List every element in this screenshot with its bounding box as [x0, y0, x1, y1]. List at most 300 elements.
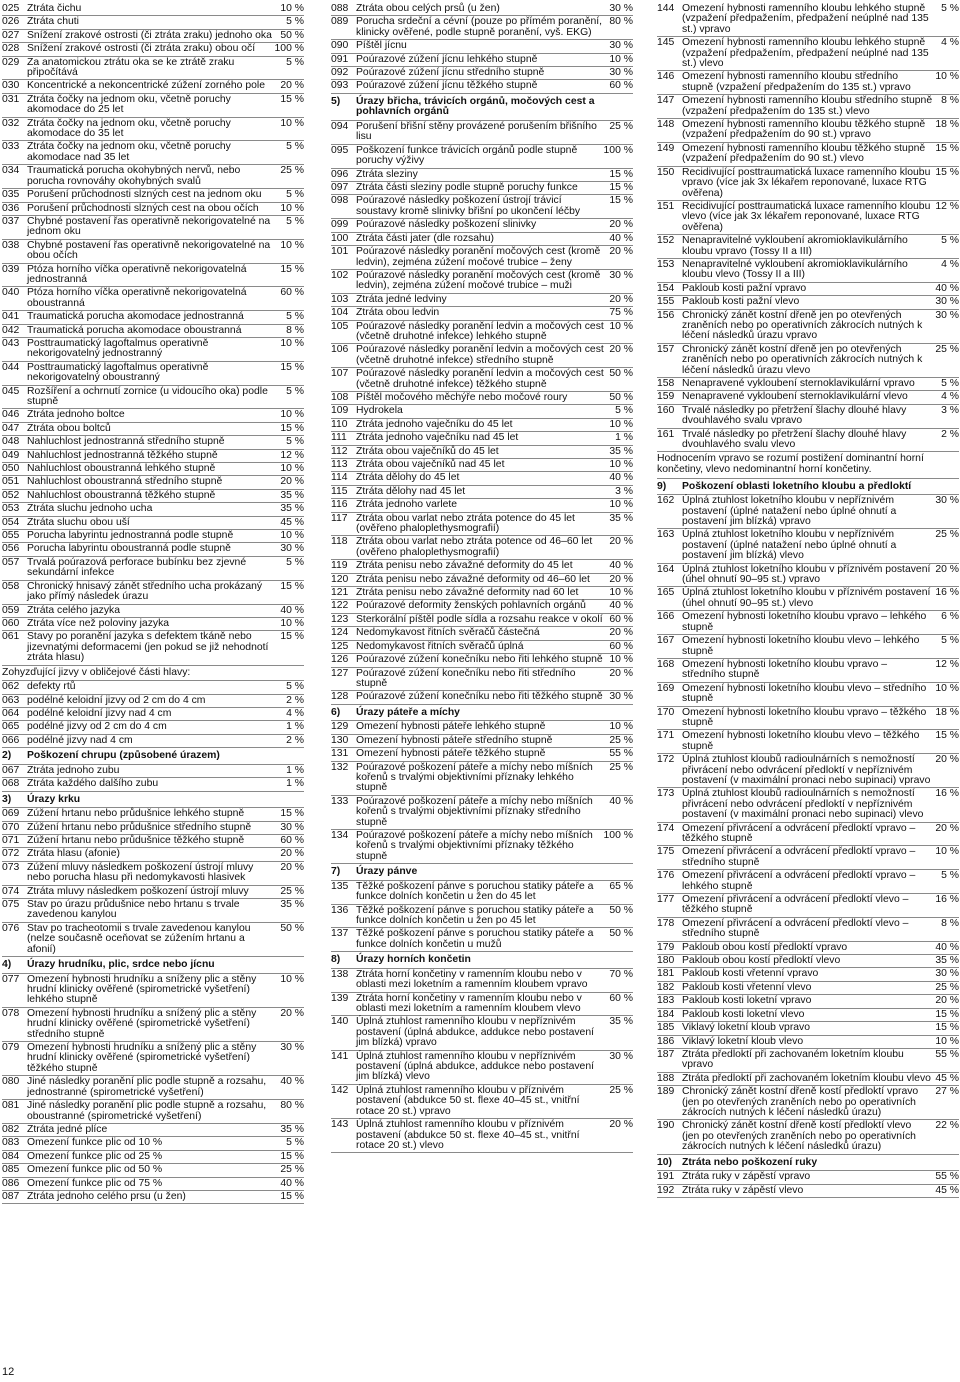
table-row [657, 918, 959, 942]
item-code: 161 [657, 428, 675, 440]
item-description: Omezení hybnosti loketního kloubu vlevo – těžkého stupně [682, 730, 920, 752]
table-row [2, 695, 304, 708]
table-row [331, 796, 633, 830]
table-row [2, 765, 304, 778]
table-row [331, 368, 633, 392]
table-row [2, 530, 304, 543]
item-description: Ztráta jednoho boltce [27, 409, 125, 421]
item-percentage: 35 % [280, 1123, 304, 1135]
item-description: Rozšíření a ochrnutí zornice (u vidoucího oka) podle stupně [27, 385, 268, 407]
item-percentage: 5 % [941, 635, 959, 647]
item-description: Úplná ztuhlost kloubů radioulnárních s nemožností přivrácení nebo odvrácení předloktí v nepříznivém postavení (v maximální pronaci nebo supinaci) vlevo [682, 788, 924, 821]
table-row [657, 378, 959, 391]
section-title: Ztráta nebo poškození ruky [682, 1156, 818, 1168]
table-row [331, 40, 633, 53]
table-row [331, 3, 633, 16]
table-row [331, 881, 633, 905]
item-percentage: 5 % [286, 141, 304, 153]
table-row [2, 240, 304, 264]
table-row [2, 1076, 304, 1100]
item-description: Nedomykavost řitních svěračů úplná [356, 640, 524, 652]
item-description: Poúrazové následky poranění ledvin a močových cest (včetně druhotné infekce) těžkého stupně [356, 368, 604, 390]
item-percentage: 35 % [609, 512, 633, 524]
section-heading [331, 864, 633, 881]
item-percentage: 1 % [286, 764, 304, 776]
item-description: Ptóza horního víčka operativně nekorigovatelná oboustranná [27, 287, 247, 309]
item-percentage: 60 % [609, 640, 633, 652]
item-code: 059 [2, 604, 20, 616]
table-row [2, 1137, 304, 1150]
item-description: Recidivující posttraumatická luxace ramenního kloubu vpravo (více jak 3x lékařem reponované, luxace RTG ověřena) [682, 166, 931, 199]
item-description: Nahluchlost oboustranná těžkého stupně [27, 489, 216, 501]
table-row [331, 614, 633, 627]
item-percentage: 25 % [280, 165, 304, 177]
item-description: Omezení přivrácení a odvrácení předloktí vpravo – středního stupně [682, 846, 916, 868]
item-description: Omezení přivrácení a odvrácení předloktí vlevo – středního stupně [682, 917, 909, 940]
item-code: 056 [2, 543, 20, 555]
item-code: 033 [2, 141, 20, 153]
item-percentage: 10 % [609, 320, 633, 332]
item-percentage: 15 % [280, 631, 304, 643]
item-percentage: 60 % [280, 834, 304, 846]
table-row [331, 587, 633, 600]
item-code: 071 [2, 834, 20, 846]
table-row [657, 683, 959, 707]
item-description: Těžké poškození pánve s poruchou statiky páteře a funkce dolních končetin u žen po 45 let [356, 904, 594, 926]
item-description: Chronický zánět kostní dřeně kostí předloktí vlevo (jen po otevřených zraněních nebo po operativních zákrocích nutných k léčení následků úrazu) [682, 1120, 916, 1153]
section-number: 3) [2, 793, 12, 805]
item-description: Ztráta celého jazyka [27, 604, 120, 616]
table-row [2, 808, 304, 821]
item-code: 103 [331, 293, 349, 305]
item-code: 067 [2, 764, 20, 776]
item-code: 104 [331, 307, 349, 319]
item-percentage: 20 % [935, 995, 959, 1007]
item-percentage: 20 % [609, 667, 633, 679]
table-row [2, 386, 304, 410]
item-code: 143 [331, 1119, 349, 1131]
item-code: 086 [2, 1177, 20, 1189]
table-row [657, 391, 959, 404]
item-percentage: 60 % [609, 80, 633, 92]
item-code: 082 [2, 1123, 20, 1135]
column-3 [657, 3, 959, 1198]
table-row [2, 899, 304, 923]
item-percentage: 45 % [935, 1184, 959, 1196]
item-description: Omezení hybnosti loketního kloubu vpravo – středního stupně [682, 658, 888, 681]
item-code: 078 [2, 1007, 20, 1019]
item-code: 185 [657, 1022, 675, 1034]
table-row [2, 974, 304, 1008]
item-percentage: 30 % [609, 269, 633, 281]
item-description: Poúrazové deformity ženských pohlavních orgánů [356, 600, 586, 612]
table-row [2, 1191, 304, 1204]
table-row [331, 735, 633, 748]
item-description: Poškození funkce trávicích orgánů podle stupně poruchy výživy [356, 144, 578, 167]
item-code: 052 [2, 489, 20, 501]
item-code: 044 [2, 361, 20, 373]
item-description: Ztráta předloktí při zachovaném loketním kloubu vlevo [682, 1072, 931, 1084]
item-code: 088 [331, 3, 349, 14]
item-description: Ztráta obou vaječníků do 45 let [356, 445, 499, 457]
note-text: Zohyzďující jizvy v obličejové části hlavy: [2, 666, 304, 682]
item-description: Ztráta obou varlat nebo ztráta potence od 46–60 let (ověřeno phaloplethysmografií) [356, 536, 593, 558]
table-row [657, 405, 959, 429]
table-row [2, 476, 304, 489]
section-heading [657, 479, 959, 496]
item-percentage: 40 % [280, 1076, 304, 1088]
item-code: 138 [331, 968, 349, 980]
item-description: Omezení hybnosti ramenního kloubu lehkého stupně (vzpažení předpažením, předpažení neúplné nad 135 st.) vpravo [682, 3, 929, 35]
table-row [2, 517, 304, 530]
item-percentage: 4 % [941, 37, 959, 49]
item-description: Omezení přivrácení a odvrácení předloktí vpravo – lehkého stupně [682, 870, 916, 892]
table-row [2, 1178, 304, 1191]
table-row [331, 748, 633, 761]
table-row [331, 513, 633, 537]
item-code: 162 [657, 495, 675, 507]
item-code: 121 [331, 587, 349, 599]
table-row [2, 822, 304, 835]
item-description: Porucha labyrintu oboustranná podle stupně [27, 543, 231, 555]
table-row [2, 30, 304, 43]
item-description: Ztráta jednoho varlete [356, 499, 458, 511]
item-percentage: 20 % [609, 219, 633, 231]
item-description: Ztráta jednoho zubu [27, 764, 120, 776]
item-description: Pakloub kosti vřetenní vpravo [682, 968, 819, 980]
table-row [331, 344, 633, 368]
item-code: 079 [2, 1042, 20, 1054]
table-row [331, 16, 633, 40]
table-row [2, 1164, 304, 1177]
item-code: 175 [657, 846, 675, 858]
item-code: 095 [331, 144, 349, 156]
item-description: podélné keloidní jizvy nad 4 cm [27, 707, 172, 719]
item-code: 108 [331, 391, 349, 403]
item-description: Poúrazové poškození páteře a míchy nebo míšních kořenů s trvalými objektivními příznaky lehkého stupně [356, 761, 593, 794]
item-description: Píštěl jícnu [356, 40, 407, 52]
table-row [657, 894, 959, 918]
item-code: 183 [657, 995, 675, 1007]
item-percentage: 5 % [286, 436, 304, 448]
item-description: Úplná ztuhlost loketního kloubu v nepříznivém postavení (úplné natažení nebo úplné ohnutí a postavení jim blízká) vpravo [682, 495, 897, 528]
item-percentage: 25 % [609, 1084, 633, 1096]
table-row [2, 311, 304, 324]
item-percentage: 5 % [941, 235, 959, 247]
item-description: Viklavý loketní kloub vpravo [682, 1022, 811, 1034]
item-percentage: 30 % [609, 67, 633, 79]
item-description: Traumatická porucha okohybných nervů, nebo porucha rovnováhy okohybných svalů [27, 165, 241, 187]
table-row [331, 499, 633, 512]
section-heading [331, 94, 633, 121]
item-description: Ztráta čočky na jednom oku, včetně poruchy akomodace nad 35 let [27, 141, 231, 163]
table-row [2, 862, 304, 886]
item-description: Poúrazové zúžení jícnu středního stupně [356, 67, 545, 79]
item-percentage: 10 % [280, 3, 304, 14]
table-row [331, 392, 633, 405]
table-row [657, 995, 959, 1008]
item-percentage: 100 % [603, 829, 633, 841]
item-percentage: 60 % [609, 992, 633, 1004]
table-row [2, 43, 304, 56]
item-code: 028 [2, 43, 20, 55]
item-percentage: 50 % [609, 904, 633, 916]
item-code: 135 [331, 880, 349, 892]
item-code: 140 [331, 1016, 349, 1028]
table-row [331, 195, 633, 219]
item-code: 192 [657, 1184, 675, 1196]
item-description: Úplná ztuhlost loketního kloubu v příznivém postavení (úhel ohnutí 90–95 st.) vpravo [682, 563, 931, 586]
item-description: Ztráta dělohy do 45 let [356, 472, 460, 484]
item-code: 081 [2, 1100, 20, 1112]
item-description: Úplná ztuhlost ramenního kloubu v nepříznivém postavení (úplná abdukce, addukce nebo postavení jim blízká) vpravo [356, 1016, 595, 1049]
item-code: 097 [331, 182, 349, 194]
item-description: Zúžení hrtanu nebo průdušnice středního stupně [27, 821, 252, 833]
table-row [657, 1171, 959, 1184]
item-code: 093 [331, 80, 349, 92]
item-code: 191 [657, 1171, 675, 1183]
item-percentage: 20 % [935, 822, 959, 834]
column-2 [331, 3, 633, 1153]
item-description: Omezení funkce plic od 25 % [27, 1150, 163, 1162]
item-percentage: 15 % [280, 808, 304, 820]
table-row [2, 436, 304, 449]
item-percentage: 1 % [286, 721, 304, 733]
item-code: 169 [657, 682, 675, 694]
item-description: Poúrazové zúžení konečníku nebo řiti lehkého stupně [356, 654, 603, 666]
item-code: 046 [2, 409, 20, 421]
item-code: 038 [2, 239, 20, 251]
item-code: 047 [2, 422, 20, 434]
item-percentage: 12 % [935, 200, 959, 212]
item-code: 123 [331, 613, 349, 625]
table-row [2, 605, 304, 618]
item-percentage: 5 % [286, 556, 304, 568]
item-description: Sterkorální píštěl podle sídla a rozsahu reakce v okolí [356, 613, 603, 625]
item-percentage: 10 % [609, 459, 633, 470]
table-row [2, 3, 304, 16]
item-description: Omezení přivrácení a odvrácení předloktí vpravo – těžkého stupně [682, 822, 916, 844]
item-code: 158 [657, 378, 675, 389]
item-percentage: 70 % [609, 968, 633, 980]
table-row [2, 631, 304, 665]
table-row [657, 296, 959, 309]
item-percentage: 45 % [935, 1072, 959, 1084]
item-percentage: 5 % [286, 16, 304, 28]
item-description: Zúžení hrtanu nebo průdušnice těžkého stupně [27, 834, 245, 846]
item-percentage: 15 % [280, 580, 304, 592]
item-percentage: 5 % [286, 311, 304, 323]
item-description: Nahluchlost oboustranná lehkého stupně [27, 463, 216, 475]
item-percentage: 10 % [280, 117, 304, 129]
table-row [2, 557, 304, 581]
table-row [2, 287, 304, 311]
item-percentage: 65 % [609, 880, 633, 892]
item-code: 164 [657, 563, 675, 575]
table-row [657, 344, 959, 378]
item-percentage: 10 % [280, 337, 304, 349]
section-number: 5) [331, 95, 341, 107]
table-row [657, 788, 959, 822]
item-code: 100 [331, 232, 349, 244]
item-description: Jiné následky poranění plic podle stupně a rozsahu, jednostranné (spirometrické vyšetření) [27, 1076, 267, 1098]
item-percentage: 10 % [935, 1035, 959, 1047]
item-percentage: 15 % [280, 263, 304, 275]
item-description: Trvalá poúrazová perforace bubínku bez zjevné sekundární infekce [27, 556, 247, 579]
item-code: 182 [657, 981, 675, 993]
item-percentage: 8 % [941, 95, 959, 107]
item-code: 129 [331, 721, 349, 733]
item-description: Porucha labyrintu jednostranná podle stupně [27, 530, 234, 542]
item-code: 101 [331, 246, 349, 258]
table-row [657, 611, 959, 635]
item-description: Ztráta penisu nebo závažné deformity od 46–60 let [356, 573, 590, 585]
item-code: 176 [657, 870, 675, 882]
item-description: podélné jizvy od 2 cm do 4 cm [27, 721, 167, 733]
item-code: 085 [2, 1164, 20, 1176]
item-description: Chronický zánět kostní dřeně jen po otevřených zraněních nebo po operativních zákrocích nutných k léčení následků úrazu vpravo [682, 309, 923, 342]
table-row [2, 886, 304, 899]
item-code: 177 [657, 894, 675, 906]
item-percentage: 5 % [941, 378, 959, 389]
item-percentage: 5 % [286, 385, 304, 397]
item-percentage: 20 % [280, 861, 304, 873]
item-description: Poúrazové následky poranění močových cest (kromě ledvin), zejména zúžení močové trubice – ženy [356, 246, 601, 268]
item-percentage: 40 % [280, 604, 304, 616]
item-percentage: 40 % [609, 472, 633, 484]
item-description: Omezení hybnosti hrudníku a sníženy plic a stěny hrudní klinicky ověřené (spirometrické vyšetření) lehkého stupně [27, 973, 257, 1006]
table-row [2, 681, 304, 694]
table-row [331, 446, 633, 459]
section-title: Poškození oblasti loketního kloubu a předloktí [682, 480, 912, 492]
item-code: 065 [2, 721, 20, 733]
item-description: Snížení zrakové ostrosti (či ztráta zraku) obou očí [27, 43, 256, 55]
item-code: 083 [2, 1137, 20, 1149]
note-text: Hodnocením vpravo se rozumí postižení dominantní horní končetiny, vlevo nedominantní horní končetiny. [657, 452, 959, 478]
item-percentage: 50 % [609, 368, 633, 380]
table-row [2, 848, 304, 861]
table-row [331, 721, 633, 734]
item-code: 160 [657, 404, 675, 416]
item-code: 048 [2, 436, 20, 448]
item-percentage: 15 % [935, 730, 959, 742]
table-row [2, 735, 304, 748]
item-percentage: 5 % [286, 215, 304, 227]
table-row [2, 618, 304, 631]
item-description: Jiné následky poranění plic podle stupně a rozsahu, oboustranné (spirometrické vyšetření) [27, 1100, 267, 1122]
item-percentage: 80 % [280, 1100, 304, 1112]
item-percentage: 55 % [935, 1171, 959, 1183]
item-percentage: 1 % [286, 778, 304, 790]
table-row [2, 338, 304, 362]
item-code: 173 [657, 788, 675, 800]
item-percentage: 35 % [935, 955, 959, 967]
item-code: 174 [657, 822, 675, 834]
item-code: 159 [657, 391, 675, 403]
table-row [657, 707, 959, 731]
table-row [331, 574, 633, 587]
item-percentage: 15 % [280, 93, 304, 105]
item-percentage: 25 % [609, 734, 633, 746]
section-number: 8) [331, 954, 341, 966]
section-number: 6) [331, 706, 341, 718]
item-percentage: 15 % [935, 1022, 959, 1034]
table-row [657, 235, 959, 259]
item-code: 113 [331, 459, 348, 470]
table-row [657, 495, 959, 529]
item-code: 090 [331, 40, 349, 52]
item-percentage: 30 % [609, 40, 633, 52]
item-code: 181 [657, 968, 675, 980]
item-code: 141 [331, 1050, 349, 1062]
item-percentage: 2 % [286, 734, 304, 746]
table-row [2, 80, 304, 93]
item-description: Omezení hybnosti ramenního kloubu středního stupně (vzpažení předpažením do 135 st.) vpravo [682, 71, 911, 93]
table-row [331, 270, 633, 294]
table-row [2, 362, 304, 386]
item-description: Pakloub obou kostí předloktí vlevo [682, 955, 841, 967]
item-description: Poúrazové zúžení konečníku nebo řiti těžkého stupně [356, 691, 603, 703]
table-row [657, 71, 959, 95]
item-percentage: 10 % [280, 239, 304, 251]
item-code: 188 [657, 1072, 675, 1084]
item-description: defekty rtů [27, 681, 76, 693]
item-percentage: 20 % [609, 627, 633, 639]
item-description: Ztráta předloktí při zachovaném loketním kloubu vpravo [682, 1048, 904, 1071]
item-description: Za anatomickou ztrátu oka se ke ztrátě zraku připočítává [27, 56, 235, 79]
item-code: 172 [657, 754, 675, 766]
item-description: Omezení hybnosti hrudníku a snížený plic a stěny hrudní klinicky ověřené (spirometrické vyšetření) středního stupně [27, 1007, 257, 1040]
item-code: 041 [2, 311, 20, 323]
item-percentage: 18 % [935, 119, 959, 131]
table-row [2, 118, 304, 142]
item-percentage: 20 % [280, 1007, 304, 1019]
item-description: Úplná ztuhlost loketního kloubu v příznivém postavení (úhel ohnutí 90–95 st.) vlevo [682, 587, 931, 609]
item-description: Ztráta chuti [27, 16, 79, 28]
table-row [2, 1124, 304, 1137]
table-row [2, 189, 304, 202]
item-percentage: 20 % [280, 476, 304, 488]
item-percentage: 5 % [286, 1137, 304, 1149]
table-row [657, 1036, 959, 1049]
table-row [2, 423, 304, 436]
item-description: Poúrazové poškození páteře a míchy nebo míšních kořenů s trvalými objektivními příznaky těžkého stupně [356, 829, 593, 862]
section-number: 2) [2, 750, 12, 762]
item-code: 171 [657, 730, 675, 742]
item-percentage: 45 % [280, 516, 304, 528]
table-row [331, 432, 633, 445]
item-code: 150 [657, 166, 675, 178]
item-code: 144 [657, 3, 675, 14]
table-row [2, 1008, 304, 1042]
item-percentage: 12 % [280, 449, 304, 461]
item-code: 116 [331, 499, 348, 511]
item-percentage: 35 % [280, 899, 304, 910]
item-description: Pakloub kosti loketní vpravo [682, 995, 812, 1007]
item-percentage: 30 % [280, 543, 304, 555]
item-code: 057 [2, 556, 20, 568]
item-description: Omezení hybnosti ramenního kloubu středního stupně (vzpažení předpažením do 135 st.) vlevo [682, 95, 933, 117]
item-percentage: 4 % [941, 258, 959, 270]
item-description: Omezení hybnosti ramenního kloubu těžkého stupně (vzpažení předpažením do 90 st.) vpravo [682, 119, 926, 141]
item-code: 130 [331, 734, 349, 746]
item-code: 043 [2, 337, 20, 349]
table-row [657, 1120, 959, 1154]
table-row [331, 169, 633, 182]
item-description: Viklavý loketní kloub vlevo [682, 1035, 804, 1047]
section-heading [2, 957, 304, 974]
item-percentage: 4 % [941, 391, 959, 403]
